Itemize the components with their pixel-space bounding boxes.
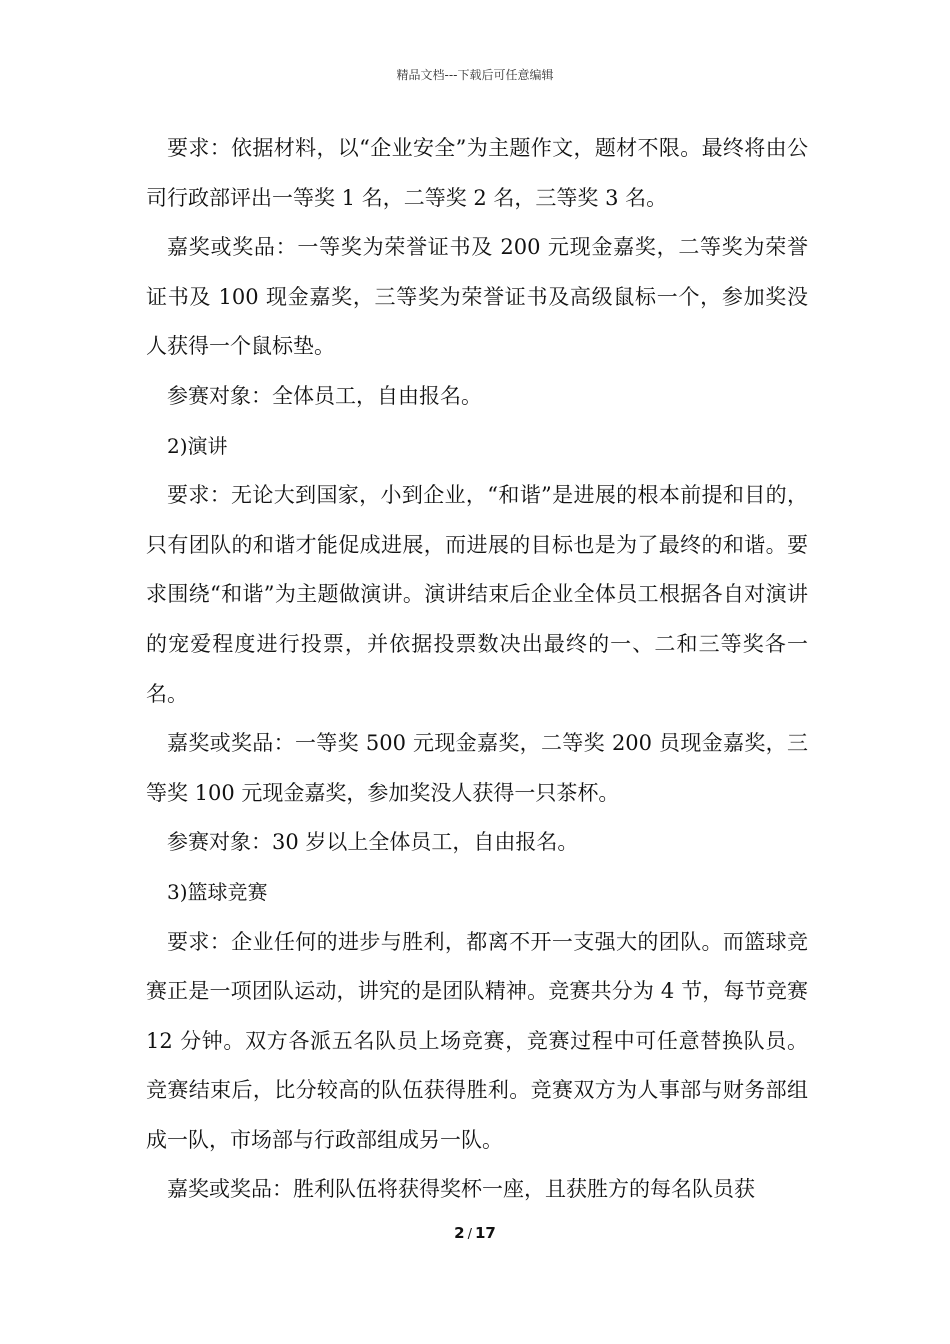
section-heading-speech: 2)演讲 [167, 433, 228, 458]
document-body [146, 124, 808, 1215]
paragraph-essay-requirements: 要求：依据材料，以“企业安全”为主题作文，题材不限。最终将由公司行政部评出一等奖 1 名，二等奖 2 名，三等奖 3 名。 [146, 136, 808, 210]
paragraph-speech-participants: 参赛对象：30 岁以上全体员工，自由报名。 [167, 830, 579, 855]
current-page-number: 2 [454, 1224, 465, 1242]
section-heading-basketball: 3)篮球竞赛 [167, 879, 268, 904]
page-separator: / [467, 1227, 472, 1242]
page-header: 精品文档---下载后可任意编辑 [396, 68, 554, 82]
paragraph-essay-prizes: 嘉奖或奖品：一等奖为荣誉证书及 200 元现金嘉奖，二等奖为荣誉证书及 100 现金嘉奖，三等奖为荣誉证书及高级鼠标一个，参加奖没人获得一个鼠标垫。 [146, 235, 808, 359]
total-page-count: 17 [474, 1224, 496, 1242]
paragraph-basketball-requirements: 要求：企业任何的进步与胜利，都离不开一支强大的团队。而篮球竞赛正是一项团队运动，讲究的是团队精神。竞赛共分为 4 节，每节竞赛 12 分钟。双方各派五名队员上场竞赛，竞赛过程中可任意替换队员。竞赛结束后，比分较高的队伍获得胜利。竞赛双方为人事部与财务部组成一队，市场部与行政部组成另一队。 [146, 929, 808, 1152]
paragraph-basketball-prizes: 嘉奖或奖品：胜利队伍将获得奖杯一座，且获胜方的每名队员获 [167, 1177, 755, 1202]
page-number [0, 1224, 950, 1242]
paragraph-speech-prizes: 嘉奖或奖品：一等奖 500 元现金嘉奖，二等奖 200 员现金嘉奖，三等奖 100 元现金嘉奖，参加奖没人获得一只茶杯。 [146, 731, 808, 805]
paragraph-essay-participants: 参赛对象：全体员工，自由报名。 [167, 383, 482, 408]
paragraph-speech-requirements: 要求：无论大到国家，小到企业，“和谐”是进展的根本前提和目的，只有团队的和谐才能促成进展，而进展的目标也是为了最终的和谐。要求围绕“和谐”为主题做演讲。演讲结束后企业全体员工根据各自对演讲的宠爱程度进行投票，并依据投票数决出最终的一、二和三等奖各一名。 [146, 483, 808, 706]
